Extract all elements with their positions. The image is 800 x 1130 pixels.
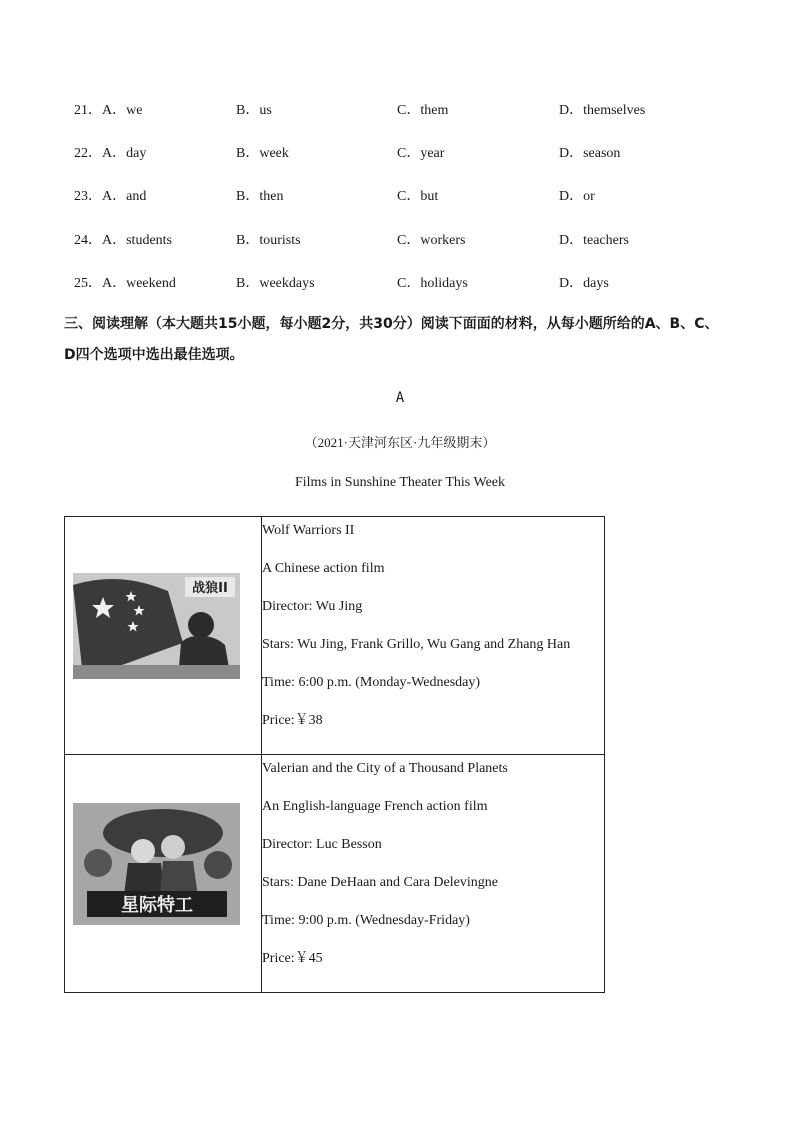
poster-cell-1 (65, 517, 262, 755)
film-name: Valerian and the City of a Thousand Planets (262, 761, 508, 776)
film-director: Director: Luc Besson (262, 837, 382, 852)
question-row-25 (0, 272, 800, 292)
question-22-d: D．season (559, 146, 621, 161)
passage-letter: A (395, 390, 405, 406)
poster-valerian (73, 803, 240, 925)
question-24-d: D．teachers (559, 233, 629, 248)
table-row-valerian (65, 755, 605, 993)
question-22-b: B．week (236, 146, 289, 161)
question-23-a: 23．A．and (74, 189, 147, 204)
question-row-24 (0, 229, 800, 249)
film-type: A Chinese action film (262, 561, 385, 576)
question-22-a: 22．A．day (74, 146, 147, 161)
film-time: Time: 6:00 p.m. (Monday-Wednesday) (262, 675, 481, 690)
poster-title-text: 星际特工 (121, 895, 193, 916)
film-price: Price:￥45 (262, 951, 323, 966)
question-21-a: 21．A．we (74, 103, 143, 118)
question-25-a: 25．A．weekend (74, 276, 176, 291)
flag-poster-image (73, 573, 240, 679)
film-info-2 (262, 755, 605, 993)
question-21-c: C．them (397, 103, 449, 118)
poster-wolf-warriors (73, 573, 240, 679)
question-row-23 (0, 185, 800, 205)
poster-title-text: 战狼II (192, 581, 228, 596)
film-stars: Stars: Dane DeHaan and Cara Delevingne (262, 875, 498, 890)
question-row-21 (0, 99, 800, 119)
film-price: Price:￥38 (262, 713, 323, 728)
film-type: An English-language French action film (262, 799, 488, 814)
passage-source: （2021·天津河东区·九年级期末） (304, 435, 496, 450)
question-21-b: B．us (236, 103, 272, 118)
question-23-b: B．then (236, 189, 284, 204)
table-row-wolf-warriors (65, 517, 605, 755)
question-22-c: C．year (397, 146, 445, 161)
film-info-1 (262, 517, 605, 755)
film-stars: Stars: Wu Jing, Frank Grillo, Wu Gang and Zhang Han (262, 637, 571, 652)
section-instruction-line2: D四个选项中选出最佳选项。 (64, 347, 244, 363)
question-25-b: B．weekdays (236, 276, 315, 291)
question-21-d: D．themselves (559, 103, 646, 118)
passage-title: Films in Sunshine Theater This Week (294, 475, 506, 490)
question-25-d: D．days (559, 276, 609, 291)
film-name: Wolf Warriors II (262, 523, 355, 538)
question-23-d: D．or (559, 189, 595, 204)
film-director: Director: Wu Jing (262, 599, 363, 614)
film-time: Time: 9:00 p.m. (Wednesday-Friday) (262, 913, 470, 928)
question-23-c: C．but (397, 189, 439, 204)
section-instruction-line1: 三、阅读理解（本大题共15小题，每小题2分，共30分）阅读下面面的材料，从每小题所给的A、B、C、 (64, 316, 719, 332)
question-24-b: B．tourists (236, 233, 301, 248)
films-table (64, 516, 605, 993)
question-row-22 (0, 142, 800, 162)
question-24-a: 24．A．students (74, 233, 172, 248)
question-24-c: C．workers (397, 233, 466, 248)
question-25-c: C．holidays (397, 276, 468, 291)
poster-cell-2 (65, 755, 262, 993)
valerian-poster-image (73, 803, 240, 925)
